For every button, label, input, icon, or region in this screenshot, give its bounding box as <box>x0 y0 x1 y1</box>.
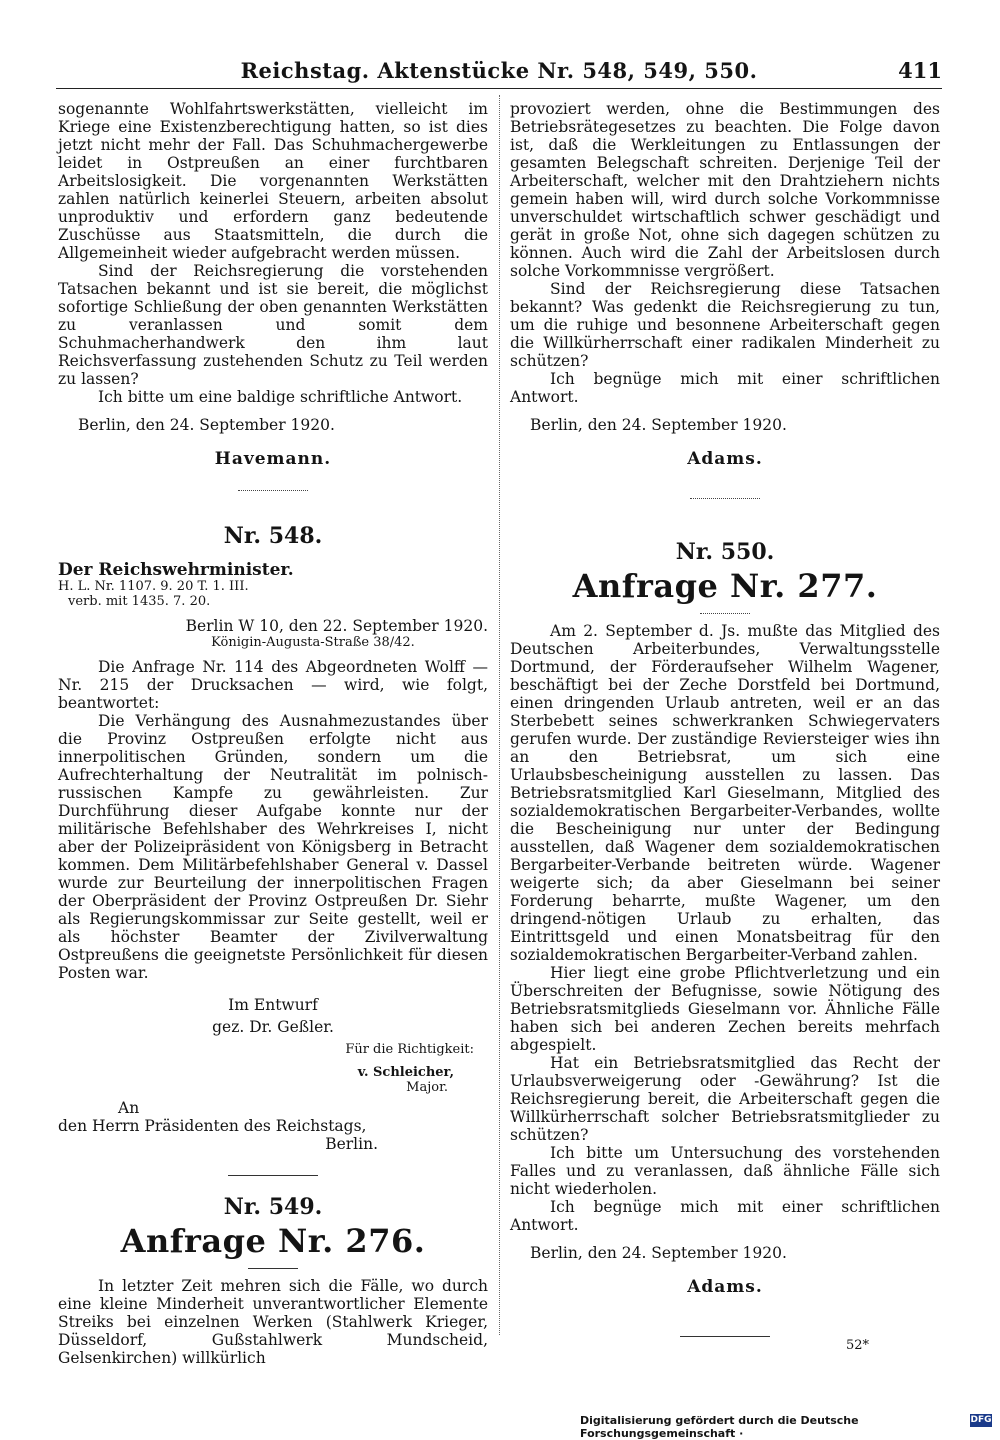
section-heading-548: Nr. 548. <box>223 523 323 549</box>
digitization-credit: Digitalisierung gefördert durch die Deutsche Forschungsgemeinschaft · <box>580 1414 859 1440</box>
page-number: 411 <box>898 58 942 83</box>
authority-name: Der Reichswehrminister. <box>58 560 294 580</box>
address-city: Berlin. <box>325 1135 378 1153</box>
signature-mark: 52* <box>846 1338 870 1353</box>
addressee: den Herrn Präsidenten des Reichstags, <box>58 1117 367 1135</box>
dfg-logo-icon: DFG <box>970 1415 992 1425</box>
address-an: An <box>118 1099 140 1117</box>
inquiry-body: In letzter Zeit mehren sich die Fälle, wo durch eine kleine Minderheit unverantwortlicher Elemente Streiks bei einzelnen Werken (Stahlwerk Krieger, Düsseldorf, Gußstahlwerk Mundscheid, Gelsenkirchen) willkürlich <box>58 1277 488 1367</box>
inquiry-paragraph: Ich bitte um Untersuchung des vorstehenden Falles und zu veranlassen, daß ähnliche Fälle sich nicht wiederholen. <box>510 1144 940 1198</box>
draft-note: Im Entwurf <box>228 996 318 1014</box>
dateline: Berlin, den 24. September 1920. <box>530 1244 787 1262</box>
inquiry-paragraph: Ich begnüge mich mit einer schriftlichen Antwort. <box>510 1198 940 1234</box>
section-separator <box>238 490 308 491</box>
signed-by: gez. Dr. Geßler. <box>212 1018 334 1036</box>
certifier-name: v. Schleicher, <box>357 1065 454 1080</box>
inquiry-paragraph: Am 2. September d. Js. mußte das Mitglied des Deutschen Arbeiterbundes, Verwaltungsstelle Dortmund, der Förderaufseher Wilhelm Wagener, beschäftigt bei der Zeche Dorstfeld bei Dortmund, einen dringenden Urlaub antreten, weil er an das Sterbebett seines schwerkranken Schwiegervaters gerufen wurde. Der zuständige Reviersteiger wies ihn an den Betriebsrat, um sich eine Urlaubsbescheinigung ausstellen zu lassen. Das Betriebsratsmitglied Karl Gieselmann, Mitglied des sozialdemokratischen Bergarbeiter-Verbandes, wollte die Bescheinigung nur unter der Bedingung ausstellen, daß Wagener dem sozialdemokratischen Bergarbeiter-Verbande beitreten würde. Wagener weigerte sich; da aber Gieselmann bei seiner Forderung beharrte, mußte Wagener, um den dringend-nötigen Urlaub zu erhalten, das Eintrittsgeld und einen Monatsbeitrag für den sozialdemokratischen Bergarbeiter-Verband zahlen. <box>510 622 940 964</box>
section-heading-549: Nr. 549. <box>223 1194 323 1220</box>
right-column <box>510 100 940 1345</box>
title-underline <box>248 1268 298 1269</box>
request-paragraph: Ich begnüge mich mit einer schriftlichen Antwort. <box>510 370 940 406</box>
certification-note: Für die Richtigkeit: <box>345 1042 474 1057</box>
continued-paragraph: provoziert werden, ohne die Bestimmungen des Betriebsrätegesetzes zu beachten. Die Folge davon ist, daß die Werkleitungen zu Entlassungen der gesamten Belegschaft schreiten. Derjenige Teil der Arbeiterschaft, welcher mit den Drahtziehern nichts gemein haben will, wird durch solche Vorkommnisse unverschuldet wirtschaftlich schwer geschädigt und gerät in große Not, ohne sich dagegen schützen zu können. Auch wird die Zahl der Arbeitslosen durch solche Vorkommnisse vergrößert. <box>510 100 940 280</box>
reference-line: H. L. Nr. 1107. 9. 20 T. 1. III. <box>58 579 249 594</box>
section-heading-550: Nr. 550. <box>675 539 775 565</box>
section-separator <box>680 1336 770 1337</box>
question-paragraph: Sind der Reichsregierung die vorstehenden Tatsachen bekannt und ist sie bereit, die möglichst sofortige Schließung der oben genannten Werkstätten zu veranlassen und somit dem Schuhmacherhandwerk den ihm laut Reichsverfassung zustehenden Schutz zu Teil werden zu lassen? <box>58 262 488 388</box>
left-column <box>58 100 488 1367</box>
column-divider <box>499 95 501 1335</box>
reference-line-2: verb. mit 1435. 7. 20. <box>68 594 211 609</box>
signature-adams: Adams. <box>687 449 763 469</box>
answer-body: Die Verhängung des Ausnahmezustandes über die Provinz Ostpreußen erfolgte nicht aus innerpolitischen Gründen, sondern um die Aufrechterhaltung der Neutralität im polnisch-russischen Kampfe zu gewährleisten. Zur Durchführung dieser Aufgabe konnte nur der militärische Befehlshaber des Wehrkreises I, nicht aber der Polizeipräsident von Königsberg in Betracht kommen. Dem Militärbefehlshaber General v. Dassel wurde zur Beurteilung der innerpolitischen Fragen der Oberpräsident der Provinz Ostpreußen Dr. Siehr als Regierungskommissar zur Seite gestellt, weil er als höchster Beamter der Zivilverwaltung Ostpreußens die geeignetste Persönlichkeit für diesen Posten war. <box>58 712 488 982</box>
signature-havemann: Havemann. <box>214 449 332 469</box>
signature-adams: Adams. <box>687 1277 763 1297</box>
answer-intro: Die Anfrage Nr. 114 des Abgeordneten Wolff — Nr. 215 der Drucksachen — wird, wie folgt, beantwortet: <box>58 658 488 712</box>
certifier-rank: Major. <box>406 1080 448 1095</box>
request-paragraph: Ich bitte um eine baldige schriftliche Antwort. <box>98 388 463 406</box>
title-underline <box>700 613 750 614</box>
continued-paragraph: sogenannte Wohlfahrtswerkstätten, vielleicht im Kriege eine Existenzberechtigung hatten, so ist dies jetzt nicht mehr der Fall. Das Schuhmachergewerbe leidet in Ostpreußen an einer furchtbaren Arbeitslosigkeit. Die vorgenannten Werkstätten zahlen natürlich keinerlei Steuern, arbeiten absolut unproduktiv und erfordern ganz bedeutende Zuschüsse aus Staatsmitteln, die durch die Allgemeinheit wieder aufgebracht werden müssen. <box>58 100 488 262</box>
page-header <box>56 58 942 89</box>
section-separator <box>228 1175 318 1176</box>
inquiry-paragraph: Hier liegt eine grobe Pflichtverletzung und ein Überschreiten der Befugnisse, sowie Nötigung des Betriebsratsmitglieds Gieselmann vor. Ähnliche Fälle haben sich bei anderen Zechen bereits mehrfach abgespielt. <box>510 964 940 1054</box>
inquiry-title-276: Anfrage Nr. 276. <box>120 1222 426 1260</box>
dateline: Berlin, den 24. September 1920. <box>78 416 335 434</box>
place-date: Berlin W 10, den 22. September 1920. <box>185 617 488 635</box>
section-separator <box>690 498 760 499</box>
inquiry-paragraph: Hat ein Betriebsratsmitglied das Recht der Urlaubsverweigerung oder -Gewährung? Ist die Reichsregierung bereit, die Arbeiterschaft gegen die Willkürherrschaft solcher Betriebsratsmitglieder zu schützen? <box>510 1054 940 1144</box>
question-paragraph: Sind der Reichsregierung diese Tatsachen bekannt? Was gedenkt die Reichsregierung zu tun, um die ruhige und besonnene Arbeiterschaft gegen die Willkürherrschaft einer radikalen Minderheit zu schützen? <box>510 280 940 370</box>
dateline: Berlin, den 24. September 1920. <box>530 416 787 434</box>
running-title: Reichstag. Aktenstücke Nr. 548, 549, 550. <box>240 58 758 83</box>
inquiry-title-277: Anfrage Nr. 277. <box>572 567 878 605</box>
street-address: Königin-Augusta-Straße 38/42. <box>211 635 415 650</box>
